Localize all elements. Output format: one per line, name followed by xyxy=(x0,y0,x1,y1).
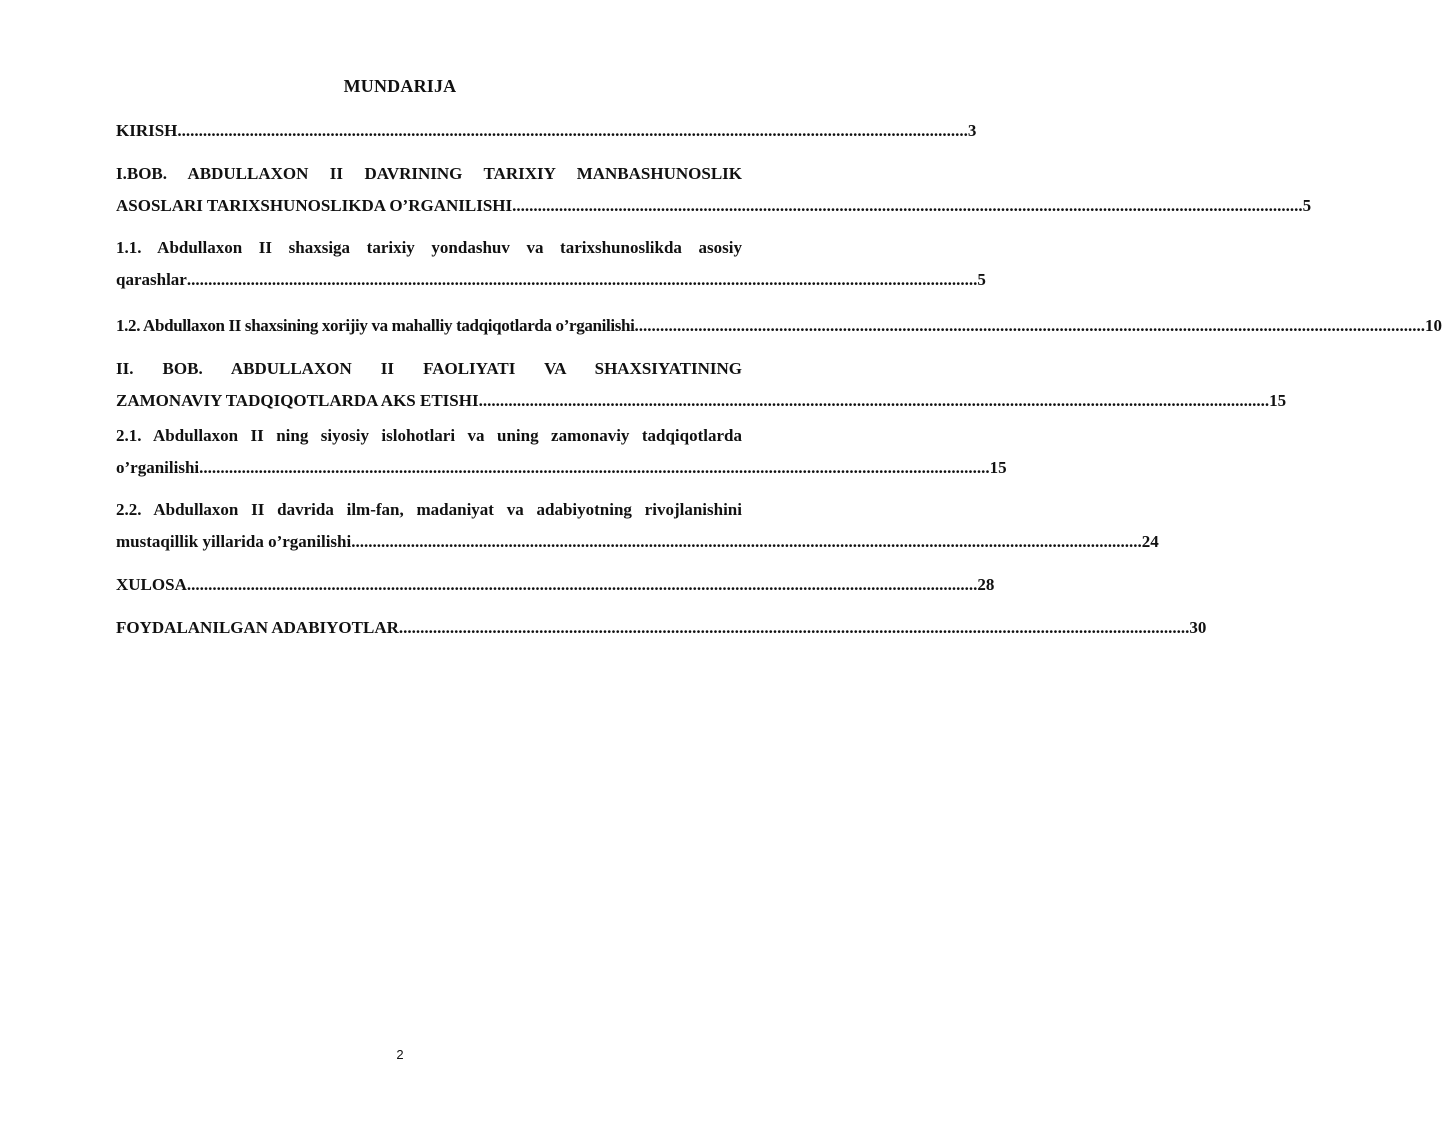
page-number: 2 xyxy=(396,1047,404,1062)
toc-page-number: 3 xyxy=(967,121,977,140)
toc-entry-first-line: 2.2. Abdullaxon II davrida ilm-fan, madaniyat va adabiyotning rivojlanishini xyxy=(116,500,742,519)
dot-leader: .......................................................................................................................................................................................... xyxy=(186,575,978,594)
toc-page-number: 5 xyxy=(1302,196,1312,215)
dot-leader: .......................................................................................................................................................................................... xyxy=(398,618,1190,637)
toc-entry-text: qarashlar xyxy=(116,270,187,289)
dot-leader: .......................................................................................................................................................................................... xyxy=(478,391,1270,410)
dot-leader: .......................................................................................................................................................................................... xyxy=(199,458,990,477)
dot-leader: .......................................................................................................................................................................................... xyxy=(186,270,978,289)
dot-leader: .......................................................................................................................................................................................... xyxy=(634,316,1425,335)
toc-entry-text: KIRISH xyxy=(116,121,178,140)
dot-leader: .......................................................................................................................................................................................... xyxy=(351,532,1142,551)
toc-entry-chapter-1[interactable] xyxy=(116,158,1312,222)
toc-entry-xulosa[interactable] xyxy=(116,569,995,601)
dot-leader: .......................................................................................................................................................................................... xyxy=(177,121,968,140)
toc-entry-chapter-2[interactable] xyxy=(116,353,1287,417)
toc-entry-references[interactable] xyxy=(116,612,1207,644)
toc-page-number: 30 xyxy=(1189,618,1207,637)
toc-entry-text: FOYDALANILGAN ADABIYOTLAR xyxy=(116,618,399,637)
toc-page-number: 10 xyxy=(1424,316,1442,335)
toc-page-number: 28 xyxy=(977,575,995,594)
toc-page-number: 15 xyxy=(1269,391,1287,410)
toc-page-number: 15 xyxy=(989,458,1007,477)
toc-entry-2-2[interactable] xyxy=(116,494,1159,558)
toc-entry-text: ZAMONAVIY TADQIQOTLARDA AKS ETISHI xyxy=(116,391,479,410)
toc-entry-first-line: 1.1. Abdullaxon II shaxsiga tarixiy yondashuv va tarixshunoslikda asosiy xyxy=(116,238,742,257)
toc-entry-text: ASOSLARI TARIXSHUNOSLIKDA O’RGANILISHI xyxy=(116,196,513,215)
toc-entry-text: XULOSA xyxy=(116,575,187,594)
toc-entry-first-line: I.BOB. ABDULLAXON II DAVRINING TARIXIY MANBASHUNOSLIK xyxy=(116,164,742,183)
toc-entry-text: o’rganilishi xyxy=(116,458,200,477)
toc-entry-2-1[interactable] xyxy=(116,420,1007,484)
toc-entry-text: 1.2. Abdullaxon II shaxsining xorijiy va mahalliy tadqiqotlarda o’rganilishi xyxy=(116,316,635,335)
toc-page-number: 5 xyxy=(977,270,986,289)
dot-leader: .......................................................................................................................................................................................... xyxy=(512,196,1303,215)
toc-entry-1-1[interactable] xyxy=(116,232,986,296)
toc-page-number: 24 xyxy=(1141,532,1159,551)
toc-title: MUNDARIJA xyxy=(343,76,457,96)
toc-entry-first-line: II. BOB. ABDULLAXON II FAOLIYATI VA SHAXSIYATINING xyxy=(116,359,742,378)
toc-entry-text: mustaqillik yillarida o’rganilishi xyxy=(116,532,352,551)
toc-entry-kirish[interactable] xyxy=(116,115,977,147)
toc-entry-first-line: 2.1. Abdullaxon II ning siyosiy islohotlari va uning zamonaviy tadqiqotlarda xyxy=(116,426,742,445)
toc-entry-1-2[interactable] xyxy=(116,310,1442,342)
